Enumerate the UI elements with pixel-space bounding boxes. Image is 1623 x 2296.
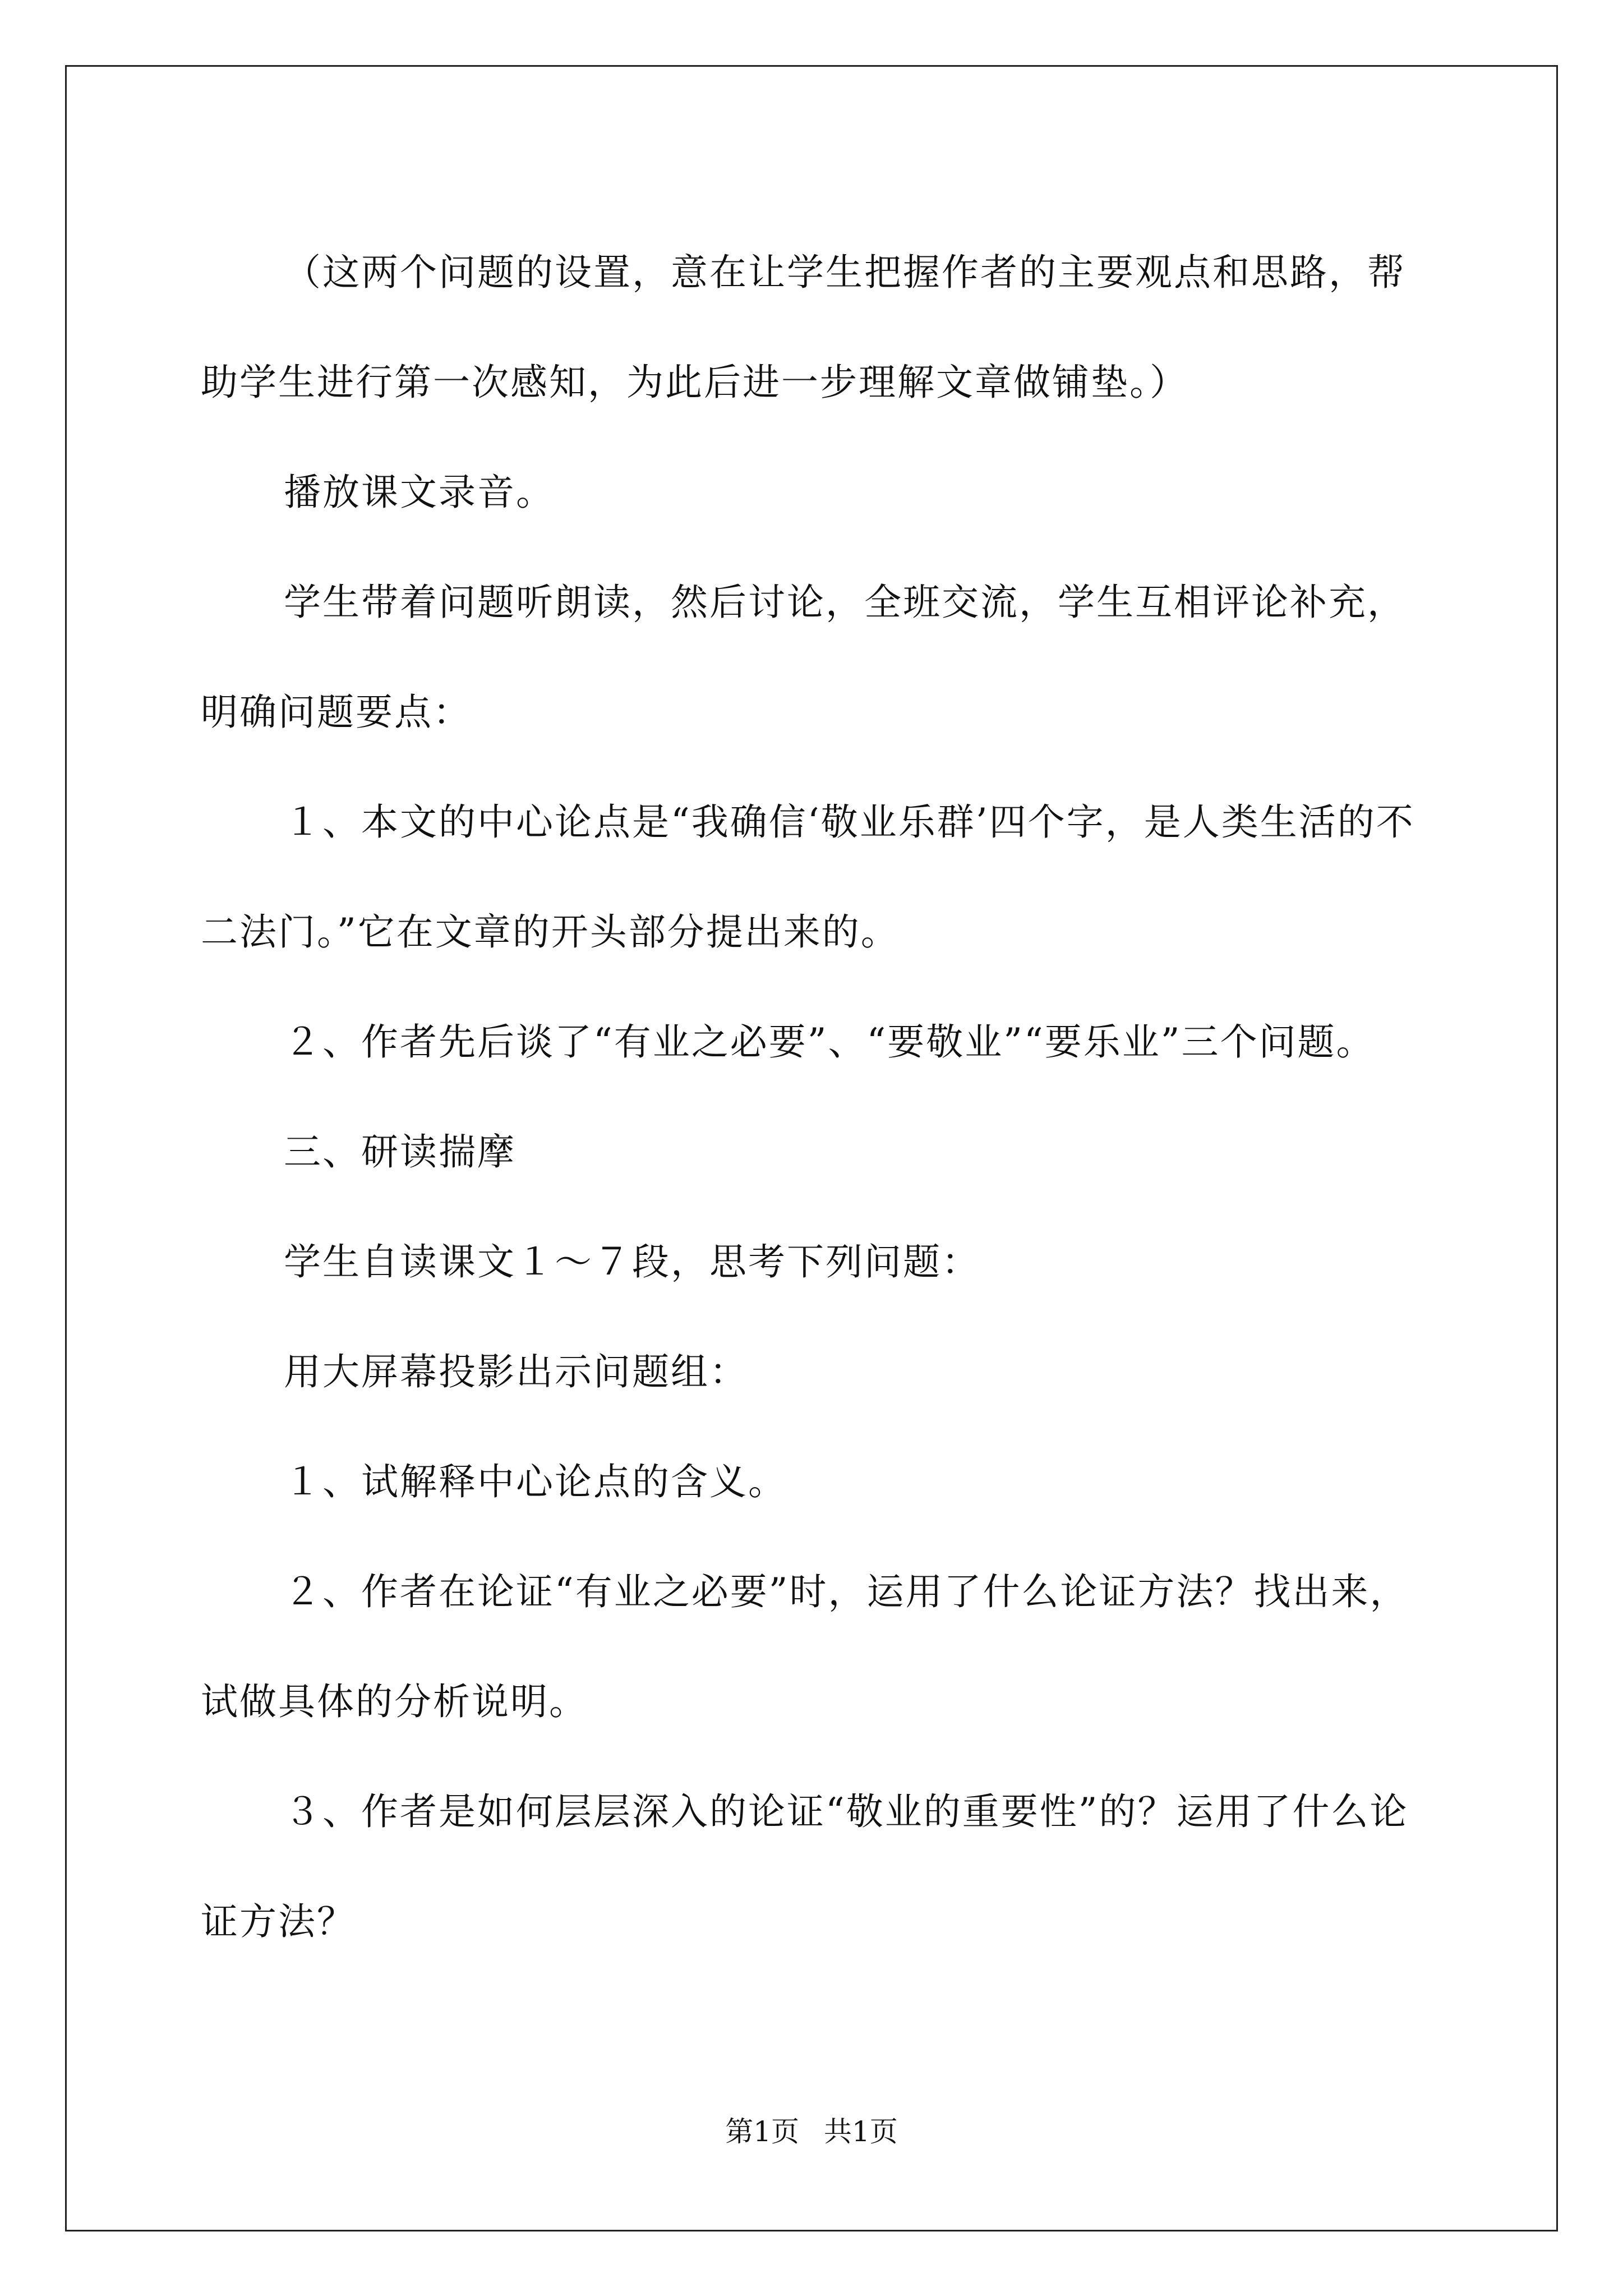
page-number: 第1页	[725, 2115, 800, 2148]
page-total: 共1页	[823, 2115, 898, 2148]
paragraph: 用大屏幕投影出示问题组：	[284, 1350, 748, 1393]
paragraph: 学生带着问题听朗读，然后讨论，全班交流，学生互相评论补充，明确问题要点：	[201, 581, 1406, 734]
page-footer	[0, 2115, 1623, 2148]
paragraph: ２、作者先后谈了“有业之必要”、“要敬业”“要乐业”三个问题。	[284, 1020, 1375, 1064]
section-heading: 三、研读揣摩	[284, 1130, 516, 1174]
document-body	[201, 218, 1440, 1977]
paragraph: 播放课文录音。	[284, 471, 555, 514]
paragraph: ３、作者是如何层层深入的论证“敬业的重要性”的？运用了什么论证方法？	[201, 1790, 1409, 1943]
paragraph: ２、作者在论证“有业之必要”时，运用了什么论证方法？找出来，试做具体的分析说明。	[201, 1570, 1409, 1723]
paragraph: 学生自读课文１～７段，思考下列问题：	[284, 1240, 980, 1283]
paragraph: （这两个问题的设置，意在让学生把握作者的主要观点和思路，帮助学生进行第一次感知，为此后进一步理解文章做铺垫。）	[201, 251, 1406, 404]
paragraph: １、试解释中心论点的含义。	[284, 1460, 787, 1503]
paragraph: １、本文的中心论点是“我确信‘敬业乐群’四个字，是人类生活的不二法门。”它在文章的开头部分提出来的。	[201, 800, 1415, 954]
